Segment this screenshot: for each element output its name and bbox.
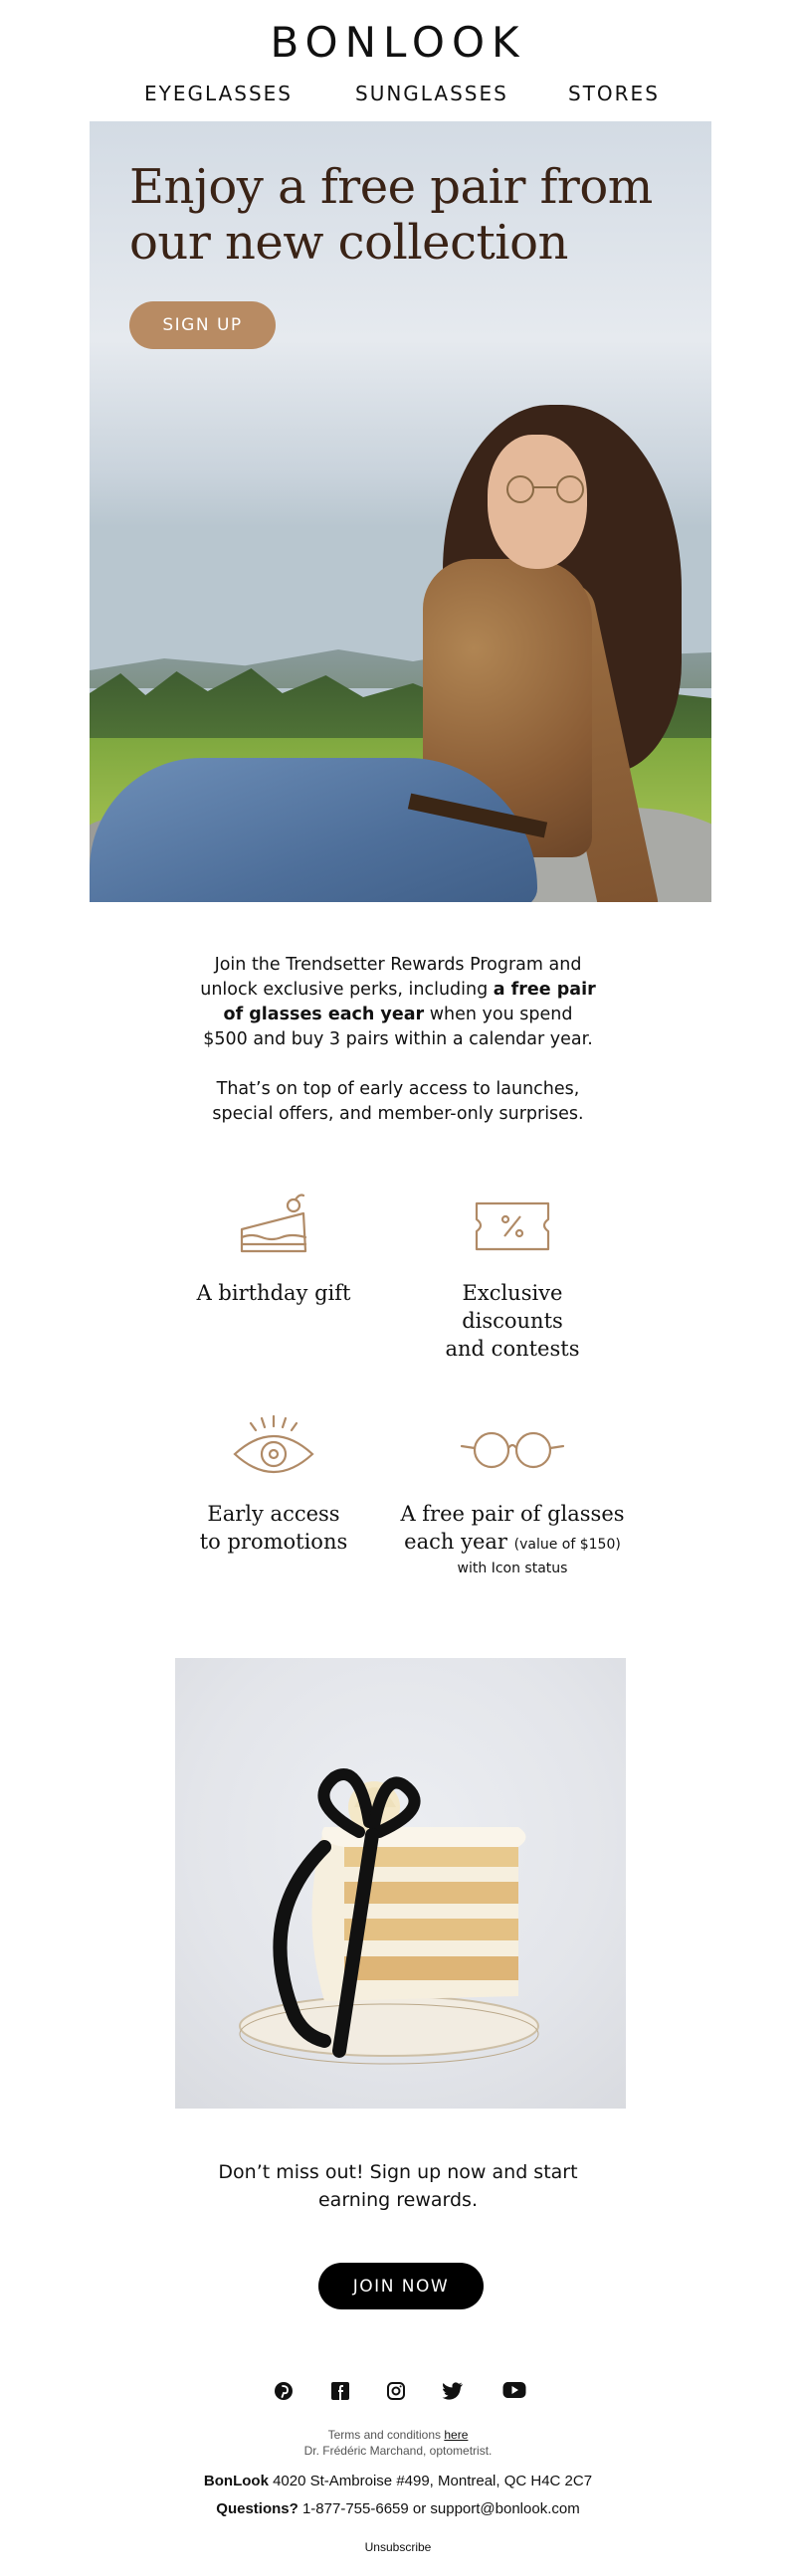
nav-sunglasses[interactable]: SUNGLASSES — [355, 82, 508, 105]
model-jeans — [90, 758, 537, 902]
questions-line — [0, 2500, 796, 2517]
perk-free-glasses-note: with Icon status — [457, 1561, 568, 1576]
perk-free-glasses-value: (value of $150) — [513, 1537, 621, 1553]
perk-discounts-line2: and contests — [445, 1337, 580, 1361]
perk-early-access-label — [189, 1500, 358, 1556]
closing-message: Don’t miss out! Sign up now and start earning rewards. — [218, 2161, 578, 2211]
unsubscribe-link[interactable]: Unsubscribe — [364, 2540, 432, 2554]
pinterest-icon[interactable] — [274, 2381, 294, 2405]
intro-p1-bold: a free pair of glasses each year — [223, 980, 596, 1024]
terms-block — [0, 2427, 796, 2459]
perk-free-glasses-line2: each year — [404, 1530, 507, 1554]
cake-photo — [175, 1658, 626, 2109]
hero-banner[interactable] — [90, 121, 711, 902]
perk-discounts-label — [413, 1279, 612, 1363]
nav-stores[interactable]: STORES — [568, 82, 660, 105]
perk-free-glasses-line1: A free pair of glasses — [400, 1502, 625, 1526]
perk-birthday-label: A birthday gift — [196, 1281, 351, 1305]
eyeglasses-icon — [458, 1412, 567, 1482]
model-glasses-icon — [493, 474, 602, 504]
intro-p1-text: Join the Trendsetter Rewards Program and unlock exclusive perks, including — [200, 955, 582, 1000]
main-nav — [0, 82, 796, 111]
perk-free-glasses-label — [398, 1500, 627, 1559]
hero-headline: Enjoy a free pair from our new collection — [129, 159, 653, 271]
terms-text: Terms and conditions — [327, 2428, 445, 2442]
perk-early-access-line1: Early access — [207, 1502, 340, 1526]
youtube-icon[interactable] — [502, 2381, 526, 2403]
perk-early-access-line2: to promotions — [199, 1530, 348, 1554]
eye-icon — [229, 1412, 318, 1482]
brand-logo[interactable]: BONLOOK — [270, 18, 526, 67]
company-name: BonLook — [203, 2473, 269, 2489]
intro-text — [199, 953, 597, 1127]
intro-paragraph-1 — [199, 953, 597, 1052]
intro-paragraph-2: That’s on top of early access to launches, special offers, and member-only surprises. — [212, 1079, 584, 1124]
nav-eyeglasses[interactable]: EYEGLASSES — [144, 82, 293, 105]
join-now-button[interactable]: JOIN NOW — [318, 2263, 484, 2309]
questions-contact: 1-877-755-6659 or support@bonlook.com — [298, 2500, 580, 2517]
perk-free-glasses — [398, 1412, 627, 1578]
cake-slice-icon — [234, 1192, 313, 1261]
terms-link[interactable]: here — [444, 2428, 469, 2442]
perk-discounts-line1: Exclusive discounts — [462, 1281, 563, 1333]
perk-early-access — [189, 1412, 358, 1556]
terms-line — [0, 2427, 796, 2443]
cake-illustration — [175, 1658, 626, 2109]
intro-p1-text-end: when you spend $500 and buy 3 pairs within a calendar year. — [203, 1005, 593, 1049]
address-text: 4020 St-Ambroise #499, Montreal, QC H4C 2C7 — [268, 2473, 593, 2489]
sign-up-button[interactable]: SIGN UP — [129, 301, 276, 349]
social-links — [0, 2381, 796, 2403]
optometrist-line: Dr. Frédéric Marchand, optometrist. — [303, 2444, 493, 2458]
perk-birthday-gift — [189, 1192, 358, 1307]
discount-ticket-icon — [473, 1192, 552, 1261]
twitter-icon[interactable] — [442, 2381, 464, 2405]
perk-exclusive-discounts — [413, 1192, 612, 1363]
company-address — [0, 2473, 796, 2489]
instagram-icon[interactable] — [386, 2381, 406, 2405]
facebook-icon[interactable] — [330, 2381, 350, 2405]
questions-label: Questions? — [216, 2500, 298, 2517]
